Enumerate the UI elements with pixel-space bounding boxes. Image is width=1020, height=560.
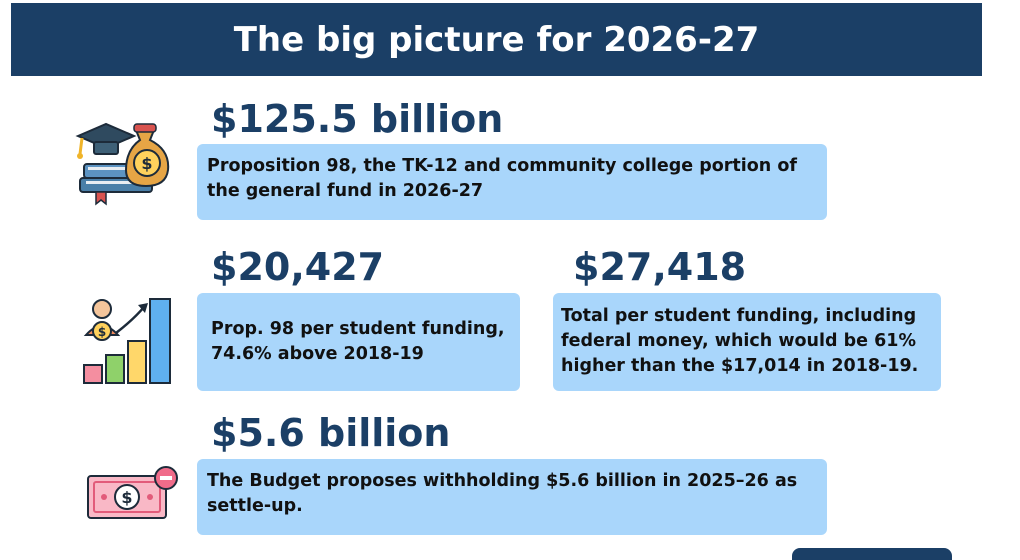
header-banner bbox=[11, 3, 982, 76]
svg-text:$: $ bbox=[121, 488, 133, 507]
info-text-per-student-prop98: Prop. 98 per student funding, 74.6% above 2018-19 bbox=[211, 319, 505, 364]
svg-text:$: $ bbox=[141, 154, 153, 173]
svg-text:$: $ bbox=[97, 325, 107, 339]
graduation-books-money-icon bbox=[70, 108, 176, 208]
figure-settle-up: $5.6 billion bbox=[211, 411, 451, 455]
figure-per-student-total: $27,418 bbox=[573, 245, 747, 289]
figure-per-student-prop98: $20,427 bbox=[211, 245, 385, 289]
figure-prop98-total: $125.5 billion bbox=[211, 97, 504, 141]
page-title: The big picture for 2026-27 bbox=[233, 19, 760, 60]
info-box-per-student-total bbox=[553, 293, 941, 391]
student-growth-chart-icon bbox=[82, 295, 174, 387]
info-text-prop98-total: Proposition 98, the TK-12 and community college portion of the general fund in 2026-27 bbox=[207, 156, 797, 201]
bottom-corner-decoration bbox=[792, 548, 952, 560]
info-text-settle-up: The Budget proposes withholding $5.6 billion in 2025–26 as settle-up. bbox=[207, 471, 798, 516]
info-box-settle-up bbox=[197, 459, 827, 535]
info-text-per-student-total: Total per student funding, including federal money, which would be 61% higher than the $17,014 in 2018-19. bbox=[561, 306, 919, 376]
banknote-minus-icon bbox=[86, 466, 180, 522]
info-box-per-student-prop98 bbox=[197, 293, 520, 391]
info-box-prop98-total bbox=[197, 144, 827, 220]
